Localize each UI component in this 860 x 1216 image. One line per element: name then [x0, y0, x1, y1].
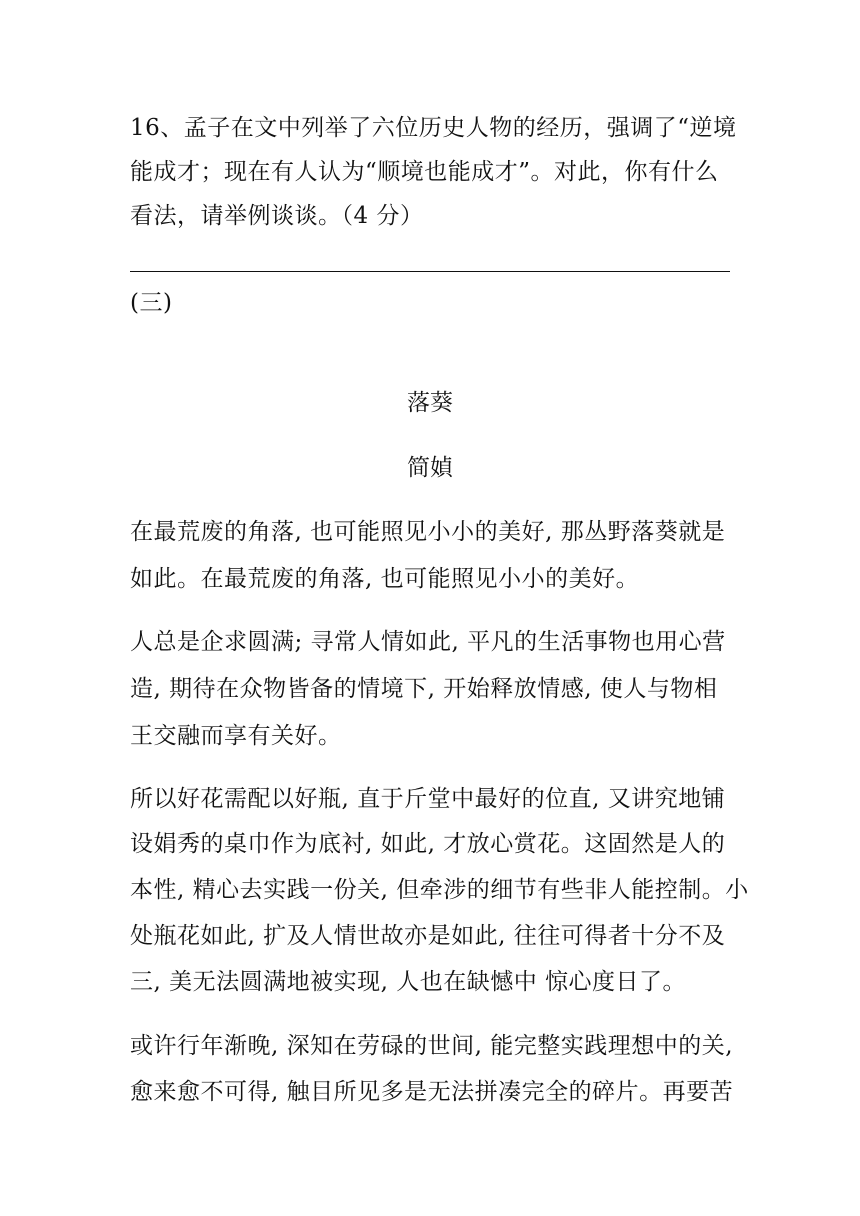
question-line: 能成才；现在有人认为“顺境也能成才”。对此，你有什么 [130, 159, 719, 185]
paragraph-line: 人总是企求圆满; 寻常人情如此, 平凡的生活事物也用心营 [130, 629, 726, 655]
paragraph-line: 所以好花需配以好瓶, 直于斤堂中最好的位直, 又讲究地铺 [130, 786, 726, 812]
paragraph-line: 本性, 精心去实践一份关, 但牵涉的细节有些非人能控制。小 [130, 877, 749, 903]
section-label: (三) [130, 290, 173, 316]
paragraph-line: 王交融而享有关好。 [130, 723, 342, 749]
answer-line [130, 271, 730, 272]
question-line: 16、孟子在文中列举了六位历史人物的经历，强调了“逆境 [130, 115, 737, 141]
paragraph-line: 如此。在最荒废的角落, 也可能照见小小的美好。 [130, 566, 640, 592]
paragraph-line: 三, 美无法圆满地被实现, 人也在缺憾中 惊心度日了。 [130, 969, 687, 995]
paragraph-line: 设娟秀的桌巾作为底衬, 如此, 才放心赏花。这固然是人的 [130, 831, 726, 857]
article-title: 落葵 [407, 390, 453, 416]
paragraph-line: 造, 期待在众物皆备的情境下, 开始释放情感, 使人与物相 [130, 676, 718, 702]
paragraph-line: 处瓶花如此, 扩及人情世故亦是如此, 往往可得者十分不及 [130, 923, 726, 949]
paragraph-line: 愈来愈不可得, 触目所见多是无法拼凑完全的碎片。再要苦 [130, 1079, 734, 1105]
article-author: 简媜 [407, 455, 453, 481]
question-line: 看法，请举例谈谈。（4 分） [130, 203, 424, 229]
paragraph-line: 或许行年渐晚, 深知在劳碌的世间, 能完整实践理想中的关, [130, 1033, 734, 1059]
paragraph-line: 在最荒废的角落, 也可能照见小小的美好, 那丛野落葵就是 [130, 519, 726, 545]
